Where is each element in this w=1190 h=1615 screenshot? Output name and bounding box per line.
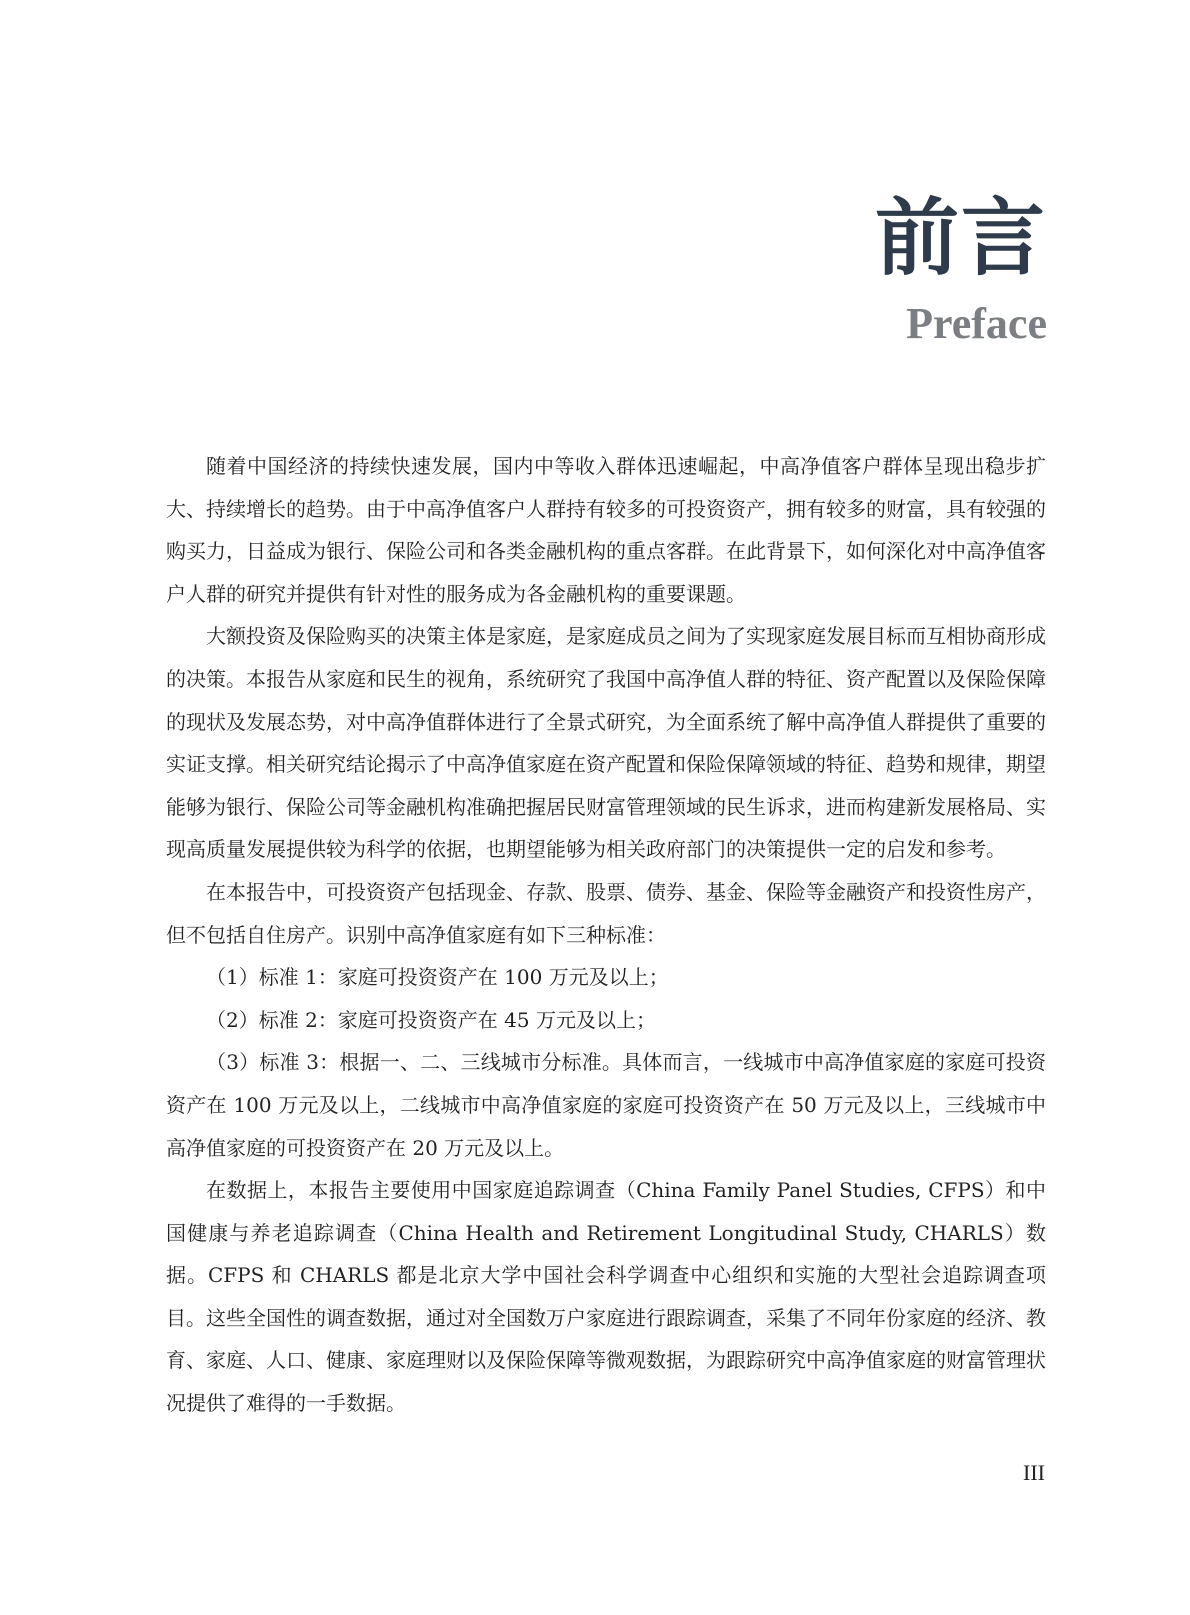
criteria-item: （2）标准 2：家庭可投资资产在 45 万元及以上； [206, 1007, 656, 1032]
paragraph: 在数据上，本报告主要使用中国家庭追踪调查（China Family Panel Studies, CFPS）和中国健康与养老追踪调查（China Health and Retirement Longitudinal Study, CHARLS）数据。CFPS 和 CHARLS 都是北京大学中国社会科学调查中心组织和实施的大型社会追踪调查项目。这些全国性的调查数据，通过对全国数万户家庭进行跟踪调查，采集了不同年份家庭的经济、教育、家庭、人口、健康、家庭理财以及保险保障等微观数据，为跟踪研究中高净值家庭的财富管理状况提供了难得的一手数据。 [166, 1178, 1046, 1416]
criteria-item: （1）标准 1：家庭可投资资产在 100 万元及以上； [206, 965, 669, 990]
page-number: III [1023, 1460, 1045, 1485]
criteria-item: （3）标准 3：根据一、二、三线城市分标准。具体而言，一线城市中高净值家庭的家庭可投资资产在 100 万元及以上，二线城市中高净值家庭的家庭可投资资产在 50 万元及以上，三线城市中高净值家庭的可投资资产在 20 万元及以上。 [166, 1050, 1046, 1160]
paragraph: 随着中国经济的持续快速发展，国内中等收入群体迅速崛起，中高净值客户群体呈现出稳步扩大、持续增长的趋势。由于中高净值客户人群持有较多的可投资资产，拥有较多的财富，具有较强的购买力，日益成为银行、保险公司和各类金融机构的重点客群。在此背景下，如何深化对中高净值客户人群的研究并提供有针对性的服务成为各金融机构的重要课题。 [166, 454, 1046, 606]
page-subtitle: Preface [906, 299, 1047, 348]
paragraph: 在本报告中，可投资资产包括现金、存款、股票、债券、基金、保险等金融资产和投资性房产，但不包括自住房产。识别中高净值家庭有如下三种标准： [166, 879, 1046, 947]
body-text [166, 445, 1046, 1425]
paragraph: 大额投资及保险购买的决策主体是家庭，是家庭成员之间为了实现家庭发展目标而互相协商形成的决策。本报告从家庭和民生的视角，系统研究了我国中高净值人群的特征、资产配置以及保险保障的现状及发展态势，对中高净值群体进行了全景式研究，为全面系统了解中高净值人群提供了重要的实证支撑。相关研究结论揭示了中高净值家庭在资产配置和保险保障领域的特征、趋势和规律，期望能够为银行、保险公司等金融机构准确把握居民财富管理领域的民生诉求，进而构建新发展格局、实现高质量发展提供较为科学的依据，也期望能够为相关政府部门的决策提供一定的启发和参考。 [166, 624, 1046, 862]
page-title: 前言 [874, 188, 1047, 287]
